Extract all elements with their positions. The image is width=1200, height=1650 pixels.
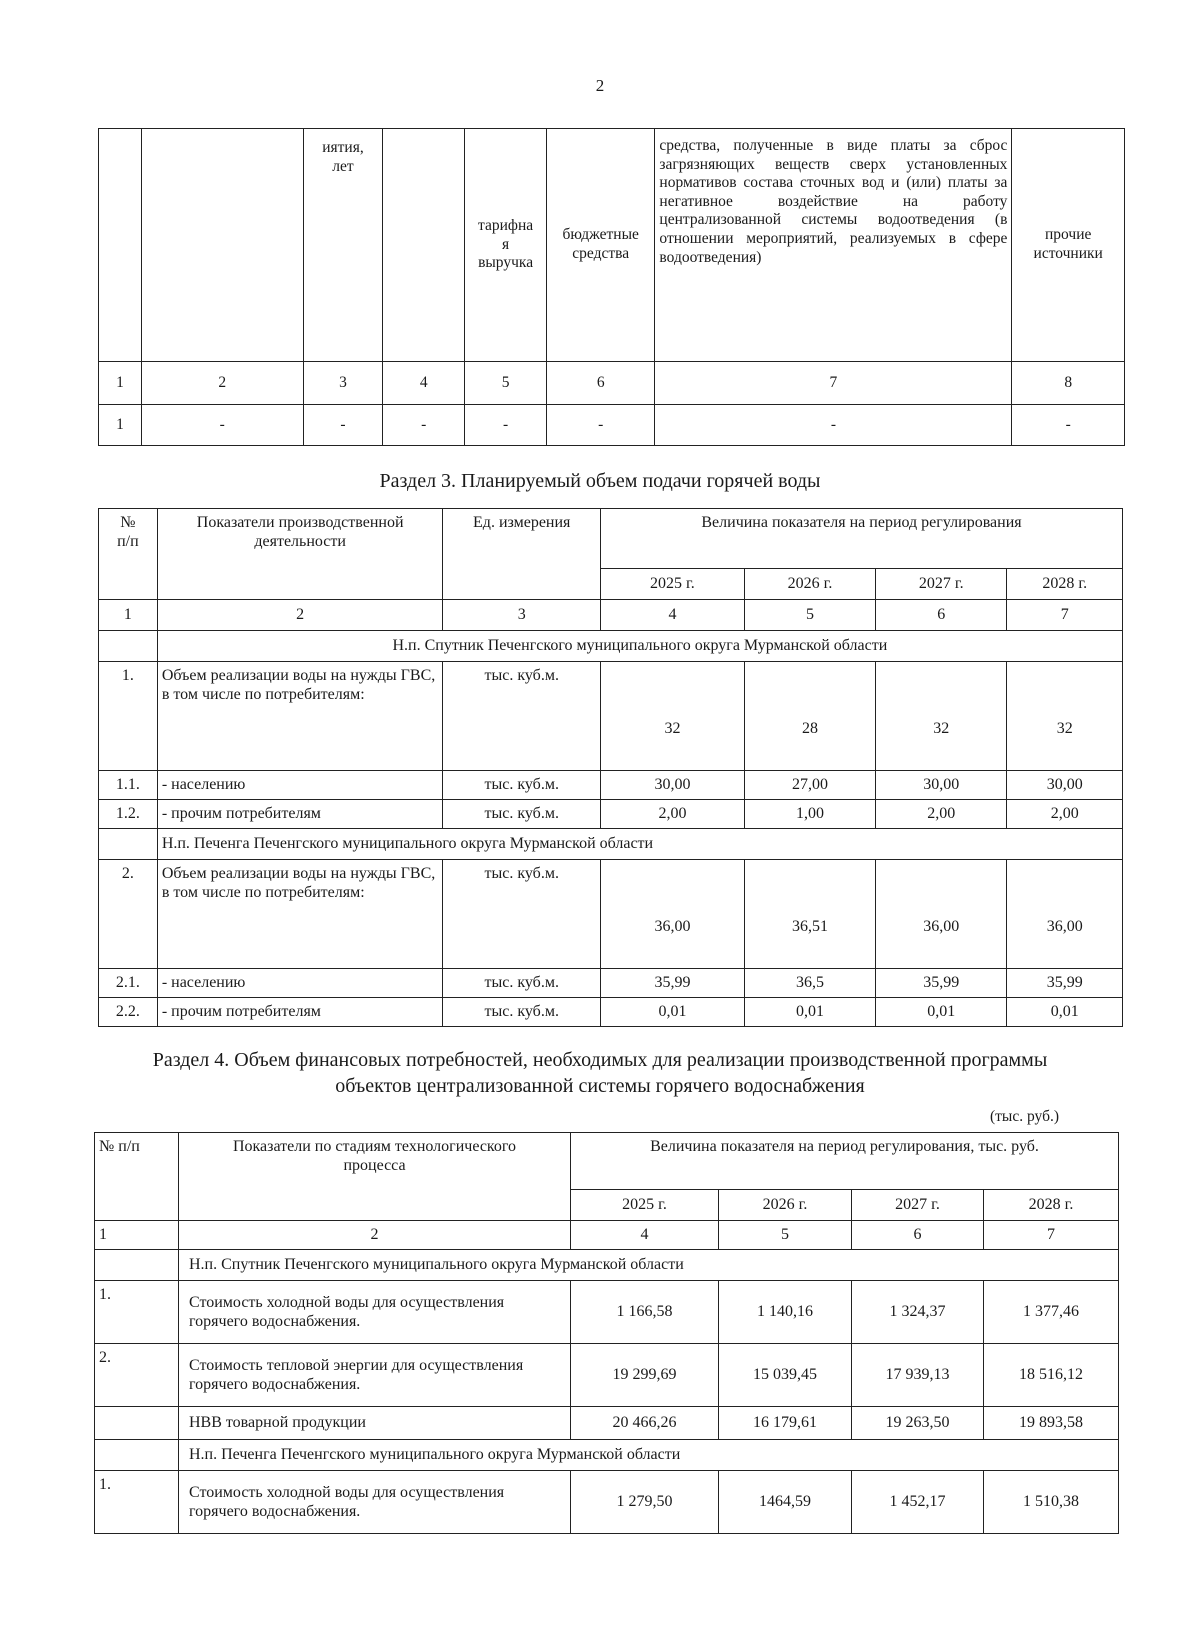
t2-value-2026: 1,00 <box>744 800 875 829</box>
t3-value-2028: 1 377,46 <box>984 1281 1119 1344</box>
t1-col-number: 3 <box>303 362 383 405</box>
t2-value-2026: 28 <box>744 662 875 771</box>
financial-needs-table <box>94 1132 1119 1534</box>
t3-year: 2028 г. <box>984 1190 1119 1221</box>
t2-value-2027: 2,00 <box>876 800 1007 829</box>
t2-value-2028: 35,99 <box>1007 969 1123 998</box>
t2-value-2028: 2,00 <box>1007 800 1123 829</box>
t3-col-number: 6 <box>852 1221 984 1250</box>
t3-value-2028: 18 516,12 <box>984 1344 1119 1407</box>
t2-col-number: 5 <box>744 600 875 631</box>
t1-col-number: 8 <box>1012 362 1125 405</box>
t2-row-label: Объем реализации воды на нужды ГВС, в том числе по потребителям: <box>157 860 443 969</box>
t1-col-number: 4 <box>383 362 465 405</box>
t3-col-number: 7 <box>984 1221 1119 1250</box>
t3-header-indicator: Показатели по стадиям технологического процесса <box>179 1133 571 1221</box>
t1-col-number: 1 <box>99 362 142 405</box>
t3-value-2025: 19 299,69 <box>571 1344 719 1407</box>
t3-value-2028: 19 893,58 <box>984 1407 1119 1440</box>
t3-header-value: Величина показателя на период регулирования, тыс. руб. <box>571 1133 1119 1190</box>
t3-group-title: Н.п. Спутник Печенгского муниципального округа Мурманской области <box>179 1250 1119 1281</box>
t2-col-number: 6 <box>876 600 1007 631</box>
financing-sources-table <box>98 128 1125 446</box>
t1-header-cell-4 <box>383 129 465 362</box>
t3-row-label: Стоимость тепловой энергии для осуществления горячего водоснабжения. <box>179 1344 571 1407</box>
t2-year: 2025 г. <box>601 569 745 600</box>
t2-value-2027: 36,00 <box>876 860 1007 969</box>
t1-header-duration: иятия, лет <box>303 129 383 362</box>
t3-col-number: 5 <box>719 1221 852 1250</box>
t2-row-label: Объем реализации воды на нужды ГВС, в том числе по потребителям: <box>157 662 443 771</box>
t2-value-2027: 35,99 <box>876 969 1007 998</box>
t3-row-number: 2. <box>95 1344 179 1407</box>
t3-value-2027: 1 452,17 <box>852 1471 984 1534</box>
t1-cell: - <box>303 405 383 446</box>
t3-row-label: Стоимость холодной воды для осуществления горячего водоснабжения. <box>179 1471 571 1534</box>
t3-group-number-cell <box>95 1250 179 1281</box>
t2-row-number: 1.1. <box>99 771 158 800</box>
t3-value-2025: 1 279,50 <box>571 1471 719 1534</box>
t2-row-number: 2.1. <box>99 969 158 998</box>
t1-col-number: 5 <box>465 362 547 405</box>
t1-header-budget-funds: бюджетные средства <box>547 129 655 362</box>
t2-row-label: - прочим потребителям <box>157 800 443 829</box>
t2-value-2026: 27,00 <box>744 771 875 800</box>
t2-header-number: № п/п <box>99 509 158 600</box>
t3-col-number: 1 <box>95 1221 179 1250</box>
page-number: 2 <box>595 76 605 95</box>
t3-value-2026: 16 179,61 <box>719 1407 852 1440</box>
t2-year: 2027 г. <box>876 569 1007 600</box>
t2-col-number: 2 <box>157 600 443 631</box>
t1-cell: - <box>1012 405 1125 446</box>
t3-value-2026: 15 039,45 <box>719 1344 852 1407</box>
t2-value-2028: 30,00 <box>1007 771 1123 800</box>
t2-col-number: 4 <box>601 600 745 631</box>
t1-header-tariff-revenue: тарифна я выручка <box>465 129 547 362</box>
t2-value-2027: 32 <box>876 662 1007 771</box>
t1-cell: - <box>655 405 1012 446</box>
t2-value-2026: 36,51 <box>744 860 875 969</box>
t2-value-2025: 36,00 <box>601 860 745 969</box>
t2-value-2028: 32 <box>1007 662 1123 771</box>
t2-row-number: 2.2. <box>99 998 158 1027</box>
t3-value-2027: 19 263,50 <box>852 1407 984 1440</box>
t2-row-unit: тыс. куб.м. <box>443 998 601 1027</box>
t1-cell: - <box>465 405 547 446</box>
t2-row-label: - прочим потребителям <box>157 998 443 1027</box>
t2-value-2026: 0,01 <box>744 998 875 1027</box>
t3-value-2028: 1 510,38 <box>984 1471 1119 1534</box>
t1-cell: - <box>383 405 465 446</box>
t2-row-number: 2. <box>99 860 158 969</box>
t2-row-unit: тыс. куб.м. <box>443 800 601 829</box>
t1-header-other-sources: прочие источники <box>1012 129 1125 362</box>
t2-row-number: 1. <box>99 662 158 771</box>
t2-value-2025: 30,00 <box>601 771 745 800</box>
t1-cell: 1 <box>99 405 142 446</box>
t3-value-2026: 1464,59 <box>719 1471 852 1534</box>
t2-value-2027: 0,01 <box>876 998 1007 1027</box>
section-3-title: Раздел 3. Планируемый объем подачи горячей воды <box>379 470 821 492</box>
t2-col-number: 3 <box>443 600 601 631</box>
t3-year: 2027 г. <box>852 1190 984 1221</box>
t1-cell: - <box>141 405 303 446</box>
t3-row-label: НВВ товарной продукции <box>179 1407 571 1440</box>
t3-value-2027: 17 939,13 <box>852 1344 984 1407</box>
t2-value-2025: 0,01 <box>601 998 745 1027</box>
t3-value-2025: 1 166,58 <box>571 1281 719 1344</box>
t3-year: 2026 г. <box>719 1190 852 1221</box>
t1-cell: - <box>547 405 655 446</box>
t2-value-2025: 35,99 <box>601 969 745 998</box>
t2-group-number-cell <box>99 631 158 662</box>
t2-row-unit: тыс. куб.м. <box>443 771 601 800</box>
t2-value-2025: 2,00 <box>601 800 745 829</box>
t2-row-unit: тыс. куб.м. <box>443 969 601 998</box>
t3-col-number: 4 <box>571 1221 719 1250</box>
t1-header-pollution-fees: средства, полученные в виде платы за сброс загрязняющих веществ сверх установленных нормативов состава сточных вод и (или) платы за негативное воздействие на работу централизованной системы водоотведения (в отношении мероприятий, реализуемых в сфере водоотведения) <box>655 129 1012 362</box>
t2-row-number: 1.2. <box>99 800 158 829</box>
t3-year: 2025 г. <box>571 1190 719 1221</box>
t2-value-2028: 0,01 <box>1007 998 1123 1027</box>
t3-row-number: 1. <box>95 1281 179 1344</box>
t1-header-cell-2 <box>141 129 303 362</box>
t2-row-unit: тыс. куб.м. <box>443 860 601 969</box>
t3-col-number: 2 <box>179 1221 571 1250</box>
t3-row-label: Стоимость холодной воды для осуществления горячего водоснабжения. <box>179 1281 571 1344</box>
t2-header-value: Величина показателя на период регулирования <box>601 509 1123 569</box>
t3-value-2025: 20 466,26 <box>571 1407 719 1440</box>
t2-group-title: Н.п. Спутник Печенгского муниципального округа Мурманской области <box>157 631 1122 662</box>
t3-row-number <box>95 1407 179 1440</box>
t2-row-label: - населению <box>157 969 443 998</box>
t2-value-2027: 30,00 <box>876 771 1007 800</box>
unit-note: (тыс. руб.) <box>990 1108 1059 1125</box>
t1-col-number: 6 <box>547 362 655 405</box>
t3-value-2026: 1 140,16 <box>719 1281 852 1344</box>
t2-row-label: - населению <box>157 771 443 800</box>
t2-value-2025: 32 <box>601 662 745 771</box>
t2-value-2026: 36,5 <box>744 969 875 998</box>
t2-group-title: Н.п. Печенга Печенгского муниципального округа Мурманской области <box>157 829 1122 860</box>
t3-value-2027: 1 324,37 <box>852 1281 984 1344</box>
t3-group-number-cell <box>95 1440 179 1471</box>
t3-header-number: № п/п <box>95 1133 179 1221</box>
t2-col-number: 1 <box>99 600 158 631</box>
hot-water-volume-table <box>98 508 1123 1027</box>
t2-value-2028: 36,00 <box>1007 860 1123 969</box>
t1-col-number: 2 <box>141 362 303 405</box>
t1-col-number: 7 <box>655 362 1012 405</box>
t2-year: 2028 г. <box>1007 569 1123 600</box>
t2-header-unit: Ед. измерения <box>443 509 601 600</box>
t2-group-number-cell <box>99 829 158 860</box>
t2-row-unit: тыс. куб.м. <box>443 662 601 771</box>
t3-row-number: 1. <box>95 1471 179 1534</box>
t3-group-title: Н.п. Печенга Печенгского муниципального округа Мурманской области <box>179 1440 1119 1471</box>
section-4-title: Раздел 4. Объем финансовых потребностей, необходимых для реализации производственной программы объектов централизованной системы горячего водоснабжения <box>152 1049 1048 1097</box>
t2-header-indicator: Показатели производственной деятельности <box>157 509 443 600</box>
t2-year: 2026 г. <box>744 569 875 600</box>
t1-header-cell-1 <box>99 129 142 362</box>
t2-col-number: 7 <box>1007 600 1123 631</box>
